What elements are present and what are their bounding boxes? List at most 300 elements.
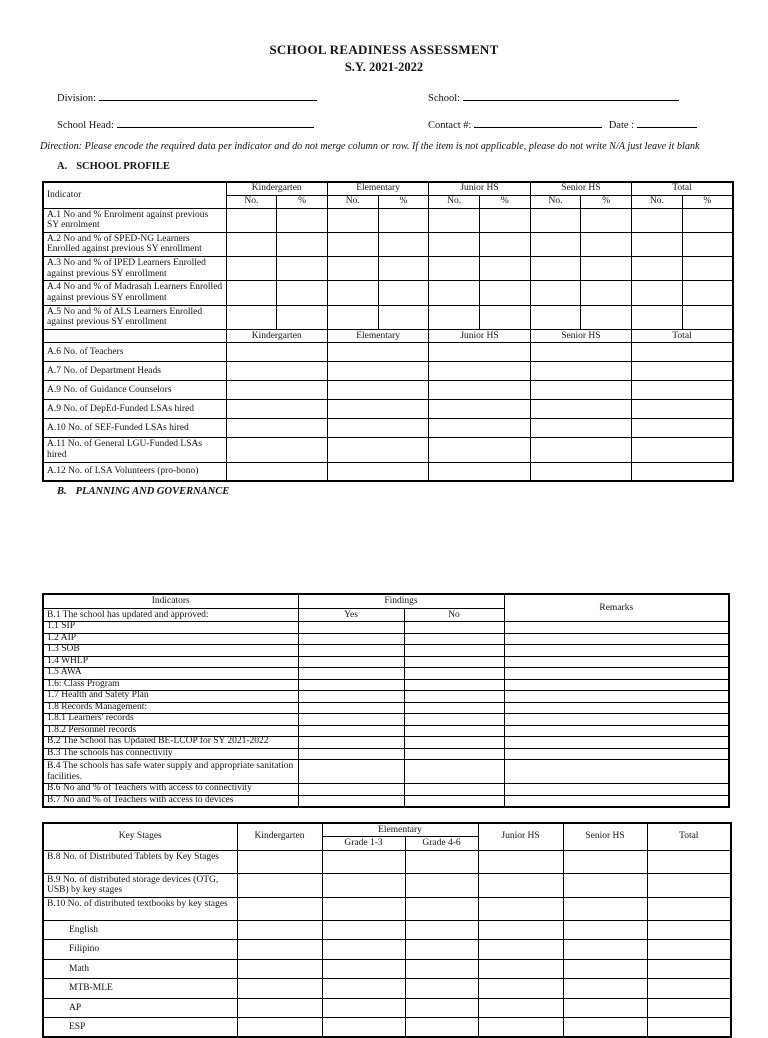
empty-data-cell: [479, 208, 530, 232]
table-a-mid-header-row: [43, 329, 733, 343]
pct-header: %: [378, 195, 429, 208]
total-header: Total: [647, 823, 731, 850]
empty-data-cell: [378, 257, 429, 281]
section-b-prefix: B.: [57, 486, 67, 497]
table-row: [43, 998, 731, 1018]
no-header: No.: [632, 195, 683, 208]
key-stage-label: B.9 No. of distributed storage devices (OTG, USB) by key stages: [43, 873, 237, 897]
table-row: [43, 257, 733, 281]
empty-data-cell: [405, 897, 478, 920]
empty-data-cell: [327, 281, 378, 305]
division-label: Division:: [57, 93, 97, 104]
yes-cell: [298, 645, 404, 657]
table-row: [43, 784, 729, 796]
empty-data-cell: [563, 897, 647, 920]
empty-data-cell: [632, 362, 733, 381]
empty-data-cell: [478, 850, 563, 873]
table-b2-header-row-1: [43, 823, 731, 837]
table-row: [43, 959, 731, 979]
empty-data-cell: [226, 438, 327, 462]
empty-data-cell: [237, 979, 322, 999]
key-stage-label: Math: [43, 959, 237, 979]
indicator-column-header: Indicator: [43, 182, 226, 208]
empty-data-cell: [478, 979, 563, 999]
empty-data-cell: [378, 232, 429, 256]
empty-data-cell: [479, 257, 530, 281]
empty-data-cell: [563, 979, 647, 999]
elementary-header: Elementary: [322, 823, 478, 837]
key-stage-label: AP: [43, 998, 237, 1018]
empty-data-cell: [682, 232, 733, 256]
table-row: [43, 208, 733, 232]
direction-note: Direction: Please encode the required data per indicator and do not merge column or row. If the item is not applicable, please do not write N/A just leave it blank: [40, 141, 700, 152]
empty-data-cell: [322, 998, 405, 1018]
table-row: [43, 656, 729, 668]
remarks-cell: [504, 679, 729, 691]
yes-cell: [298, 702, 404, 714]
remarks-cell: [504, 622, 729, 634]
empty-data-cell: [405, 959, 478, 979]
remarks-cell: [504, 691, 729, 703]
indicators-column-header: Indicators: [43, 594, 298, 608]
table-row: [43, 979, 731, 999]
no-cell: [404, 760, 504, 784]
contact-date-field: [428, 118, 697, 131]
empty-data-cell: [581, 281, 632, 305]
empty-data-cell: [530, 232, 581, 256]
key-stage-label: English: [43, 920, 237, 940]
indicator-label: B.6 No and % of Teachers with access to connectivity: [43, 784, 298, 796]
empty-data-cell: [563, 920, 647, 940]
empty-data-cell: [530, 462, 631, 481]
empty-data-cell: [226, 419, 327, 438]
date-blank-line: [637, 118, 697, 128]
title-block: [0, 42, 768, 75]
remarks-cell: [504, 645, 729, 657]
empty-data-cell: [530, 305, 581, 329]
empty-data-cell: [530, 208, 581, 232]
empty-data-cell: [632, 400, 733, 419]
empty-data-cell: [429, 462, 530, 481]
empty-data-cell: [647, 873, 731, 897]
remarks-cell: [504, 725, 729, 737]
empty-data-cell: [563, 850, 647, 873]
key-stage-label: B.8 No. of Distributed Tablets by Key Stages: [43, 850, 237, 873]
table-row: [43, 343, 733, 362]
section-b-heading: [57, 486, 229, 497]
empty-data-cell: [429, 400, 530, 419]
section-b-title: PLANNING AND GOVERNANCE: [75, 486, 230, 497]
empty-data-cell: [647, 959, 731, 979]
contact-label: Contact #:: [428, 120, 472, 131]
indicator-label: A.4 No and % of Madrasah Learners Enrolled against previous SY enrollment: [43, 281, 226, 305]
yes-cell: [298, 795, 404, 807]
indicator-label: A.10 No. of SEF-Funded LSAs hired: [43, 419, 226, 438]
pct-header: %: [277, 195, 328, 208]
empty-data-cell: [226, 257, 277, 281]
empty-data-cell: [327, 419, 428, 438]
empty-data-cell: [682, 281, 733, 305]
empty-data-cell: [632, 381, 733, 400]
empty-data-cell: [277, 208, 328, 232]
empty-data-cell: [237, 920, 322, 940]
key-stage-label: Filipino: [43, 940, 237, 960]
empty-data-cell: [327, 257, 378, 281]
remarks-cell: [504, 668, 729, 680]
empty-data-cell: [478, 940, 563, 960]
empty-data-cell: [226, 232, 277, 256]
pct-header: %: [479, 195, 530, 208]
empty-data-cell: [581, 257, 632, 281]
empty-data-cell: [378, 281, 429, 305]
empty-data-cell: [530, 381, 631, 400]
empty-data-cell: [530, 257, 581, 281]
table-row: [43, 668, 729, 680]
yes-column-header: Yes: [298, 608, 404, 622]
remarks-column-header: Remarks: [504, 594, 729, 622]
empty-data-cell: [429, 343, 530, 362]
no-column-header: No: [404, 608, 504, 622]
empty-data-cell: [327, 305, 378, 329]
pct-header: %: [682, 195, 733, 208]
table-row: [43, 419, 733, 438]
indicator-label: A.2 No and % of SPED-NG Learners Enrolled against previous SY enrollment: [43, 232, 226, 256]
empty-data-cell: [429, 232, 480, 256]
indicator-label: 1.8.2 Personnel records: [43, 725, 298, 737]
no-cell: [404, 645, 504, 657]
empty-data-cell: [226, 362, 327, 381]
empty-data-cell: [429, 257, 480, 281]
empty-data-cell: [647, 940, 731, 960]
empty-data-cell: [226, 208, 277, 232]
yes-cell: [298, 714, 404, 726]
yes-cell: [298, 748, 404, 760]
contact-blank-line: [474, 118, 602, 128]
no-header: No.: [429, 195, 480, 208]
empty-data-cell: [237, 1018, 322, 1038]
empty-data-cell: [647, 897, 731, 920]
grade-1-3-header: Grade 1-3: [322, 837, 405, 851]
section-a-title: SCHOOL PROFILE: [76, 161, 170, 172]
empty-data-cell: [682, 208, 733, 232]
empty-data-cell: [429, 419, 530, 438]
table-a-header-row-1: [43, 182, 733, 195]
empty-data-cell: [479, 281, 530, 305]
empty-data-cell: [237, 998, 322, 1018]
yes-cell: [298, 784, 404, 796]
key-stage-label: B.10 No. of distributed textbooks by key stages: [43, 897, 237, 920]
empty-data-cell: [429, 305, 480, 329]
empty-data-cell: [327, 343, 428, 362]
elementary-header: Elementary: [327, 182, 428, 195]
empty-data-cell: [429, 208, 480, 232]
indicator-label: 1.6: Class Program: [43, 679, 298, 691]
table-row: [43, 622, 729, 634]
empty-data-cell: [647, 850, 731, 873]
senior-hs-header: Senior HS: [530, 182, 631, 195]
empty-data-cell: [478, 959, 563, 979]
school-field: [428, 91, 679, 104]
yes-cell: [298, 737, 404, 749]
table-row: [43, 748, 729, 760]
level-header-cell: Junior HS: [429, 329, 530, 343]
yes-cell: [298, 656, 404, 668]
empty-data-cell: [647, 920, 731, 940]
no-cell: [404, 748, 504, 760]
empty-data-cell: [632, 281, 683, 305]
indicator-label: A.6 No. of Teachers: [43, 343, 226, 362]
empty-data-cell: [429, 281, 480, 305]
table-row: [43, 645, 729, 657]
division-field: [57, 91, 317, 104]
remarks-cell: [504, 760, 729, 784]
spacer-cell: [43, 329, 226, 343]
empty-data-cell: [429, 362, 530, 381]
school-head-label: School Head:: [57, 120, 114, 131]
grade-4-6-header: Grade 4-6: [405, 837, 478, 851]
empty-data-cell: [478, 998, 563, 1018]
empty-data-cell: [429, 438, 530, 462]
table-row: [43, 232, 733, 256]
school-blank-line: [463, 91, 679, 101]
empty-data-cell: [563, 940, 647, 960]
empty-data-cell: [647, 1018, 731, 1038]
empty-data-cell: [632, 419, 733, 438]
empty-data-cell: [581, 208, 632, 232]
empty-data-cell: [237, 873, 322, 897]
key-stage-label: ESP: [43, 1018, 237, 1038]
empty-data-cell: [632, 438, 733, 462]
yes-cell: [298, 679, 404, 691]
empty-data-cell: [378, 208, 429, 232]
empty-data-cell: [563, 959, 647, 979]
table-row: [43, 737, 729, 749]
indicator-label: B.3 The schools has connectivity: [43, 748, 298, 760]
empty-data-cell: [405, 850, 478, 873]
empty-data-cell: [632, 208, 683, 232]
empty-data-cell: [327, 400, 428, 419]
remarks-cell: [504, 795, 729, 807]
empty-data-cell: [237, 959, 322, 979]
no-header: No.: [226, 195, 277, 208]
no-cell: [404, 784, 504, 796]
indicator-label: B.2 The School has Updated BE-LCOP for SY 2021-2022: [43, 737, 298, 749]
level-header-cell: Kindergarten: [226, 329, 327, 343]
empty-data-cell: [530, 438, 631, 462]
empty-data-cell: [682, 257, 733, 281]
indicator-label: 1.2 AIP: [43, 633, 298, 645]
remarks-cell: [504, 633, 729, 645]
empty-data-cell: [322, 979, 405, 999]
empty-data-cell: [405, 940, 478, 960]
table-row: [43, 1018, 731, 1038]
empty-data-cell: [327, 208, 378, 232]
empty-data-cell: [429, 381, 530, 400]
empty-data-cell: [647, 998, 731, 1018]
empty-data-cell: [237, 897, 322, 920]
remarks-cell: [504, 748, 729, 760]
table-row: [43, 462, 733, 481]
no-cell: [404, 668, 504, 680]
empty-data-cell: [237, 940, 322, 960]
no-cell: [404, 656, 504, 668]
indicator-label: 1.3 SOB: [43, 645, 298, 657]
empty-data-cell: [405, 873, 478, 897]
empty-data-cell: [378, 305, 429, 329]
pct-header: %: [581, 195, 632, 208]
section-a-prefix: A.: [57, 161, 68, 172]
school-head-blank-line: [117, 118, 314, 128]
document-title: SCHOOL READINESS ASSESSMENT: [269, 42, 499, 57]
school-profile-table: [42, 181, 734, 482]
empty-data-cell: [277, 232, 328, 256]
empty-data-cell: [226, 462, 327, 481]
table-row: [43, 362, 733, 381]
indicator-label: B.7 No and % of Teachers with access to devices: [43, 795, 298, 807]
no-cell: [404, 737, 504, 749]
no-cell: [404, 622, 504, 634]
empty-data-cell: [530, 400, 631, 419]
junior-hs-header: Junior HS: [478, 823, 563, 850]
empty-data-cell: [322, 850, 405, 873]
table-row: [43, 305, 733, 329]
yes-cell: [298, 622, 404, 634]
empty-data-cell: [327, 462, 428, 481]
empty-data-cell: [563, 1018, 647, 1038]
empty-data-cell: [226, 305, 277, 329]
remarks-cell: [504, 737, 729, 749]
empty-data-cell: [632, 257, 683, 281]
table-row: [43, 400, 733, 419]
empty-data-cell: [478, 873, 563, 897]
empty-data-cell: [632, 343, 733, 362]
empty-data-cell: [322, 1018, 405, 1038]
no-header: No.: [530, 195, 581, 208]
table-row: [43, 702, 729, 714]
table-row: [43, 873, 731, 897]
empty-data-cell: [563, 998, 647, 1018]
table-row: [43, 725, 729, 737]
indicator-label: 1.5 AWA: [43, 668, 298, 680]
level-header-cell: Total: [632, 329, 733, 343]
empty-data-cell: [226, 400, 327, 419]
table-b1-header-row-1: [43, 594, 729, 608]
level-header-cell: Elementary: [327, 329, 428, 343]
empty-data-cell: [530, 281, 581, 305]
empty-data-cell: [327, 438, 428, 462]
table-row: [43, 940, 731, 960]
table-row: [43, 850, 731, 873]
indicator-label: 1.8.1 Learners' records: [43, 714, 298, 726]
table-row: [43, 381, 733, 400]
empty-data-cell: [632, 305, 683, 329]
empty-data-cell: [405, 979, 478, 999]
empty-data-cell: [322, 897, 405, 920]
empty-data-cell: [563, 873, 647, 897]
no-header: No.: [327, 195, 378, 208]
indicator-label: A.11 No. of General LGU-Funded LSAs hired: [43, 438, 226, 462]
empty-data-cell: [327, 381, 428, 400]
empty-data-cell: [530, 362, 631, 381]
yes-cell: [298, 725, 404, 737]
no-cell: [404, 714, 504, 726]
indicator-label: A.9 No. of Guidance Counselors: [43, 381, 226, 400]
empty-data-cell: [277, 257, 328, 281]
empty-data-cell: [327, 232, 378, 256]
junior-hs-header: Junior HS: [429, 182, 530, 195]
table-row: [43, 281, 733, 305]
no-cell: [404, 633, 504, 645]
school-head-field: [57, 118, 314, 131]
empty-data-cell: [632, 462, 733, 481]
total-header: Total: [632, 182, 733, 195]
table-row: [43, 691, 729, 703]
empty-data-cell: [322, 920, 405, 940]
indicator-label: 1.4 WHLP: [43, 656, 298, 668]
division-blank-line: [99, 91, 317, 101]
indicator-label: B.4 The schools has safe water supply and appropriate sanitation facilities.: [43, 760, 298, 784]
indicator-label: A.5 No and % of ALS Learners Enrolled against previous SY enrollment: [43, 305, 226, 329]
empty-data-cell: [322, 873, 405, 897]
empty-data-cell: [405, 920, 478, 940]
indicator-label: A.12 No. of LSA Volunteers (pro-bono): [43, 462, 226, 481]
level-header-cell: Senior HS: [530, 329, 631, 343]
empty-data-cell: [478, 920, 563, 940]
indicator-label: 1.1 SIP: [43, 622, 298, 634]
key-stages-column-header: Key Stages: [43, 823, 237, 850]
table-row: [43, 714, 729, 726]
empty-data-cell: [479, 305, 530, 329]
senior-hs-header: Senior HS: [563, 823, 647, 850]
school-label: School:: [428, 93, 461, 104]
no-cell: [404, 725, 504, 737]
table-row: [43, 920, 731, 940]
remarks-cell: [504, 702, 729, 714]
b1-indicator-label: B.1 The school has updated and approved:: [43, 608, 298, 622]
indicator-label: A.3 No and % of IPED Learners Enrolled against previous SY enrollment: [43, 257, 226, 281]
no-cell: [404, 702, 504, 714]
indicator-label: A.9 No. of DepEd-Funded LSAs hired: [43, 400, 226, 419]
empty-data-cell: [530, 419, 631, 438]
empty-data-cell: [405, 998, 478, 1018]
governance-table: [42, 593, 730, 808]
table-row: [43, 633, 729, 645]
empty-data-cell: [632, 232, 683, 256]
empty-data-cell: [322, 959, 405, 979]
no-cell: [404, 679, 504, 691]
key-stage-label: MTB-MLE: [43, 979, 237, 999]
remarks-cell: [504, 714, 729, 726]
empty-data-cell: [277, 281, 328, 305]
empty-data-cell: [226, 343, 327, 362]
table-row: [43, 679, 729, 691]
date-label: Date :: [608, 120, 635, 131]
remarks-cell: [504, 656, 729, 668]
empty-data-cell: [478, 1018, 563, 1038]
no-cell: [404, 691, 504, 703]
empty-data-cell: [226, 381, 327, 400]
yes-cell: [298, 691, 404, 703]
empty-data-cell: [581, 305, 632, 329]
empty-data-cell: [322, 940, 405, 960]
table-row: [43, 897, 731, 920]
yes-cell: [298, 633, 404, 645]
indicator-label: A.7 No. of Department Heads: [43, 362, 226, 381]
empty-data-cell: [277, 305, 328, 329]
section-a-heading: [57, 161, 170, 172]
empty-data-cell: [226, 281, 277, 305]
table-row: [43, 760, 729, 784]
